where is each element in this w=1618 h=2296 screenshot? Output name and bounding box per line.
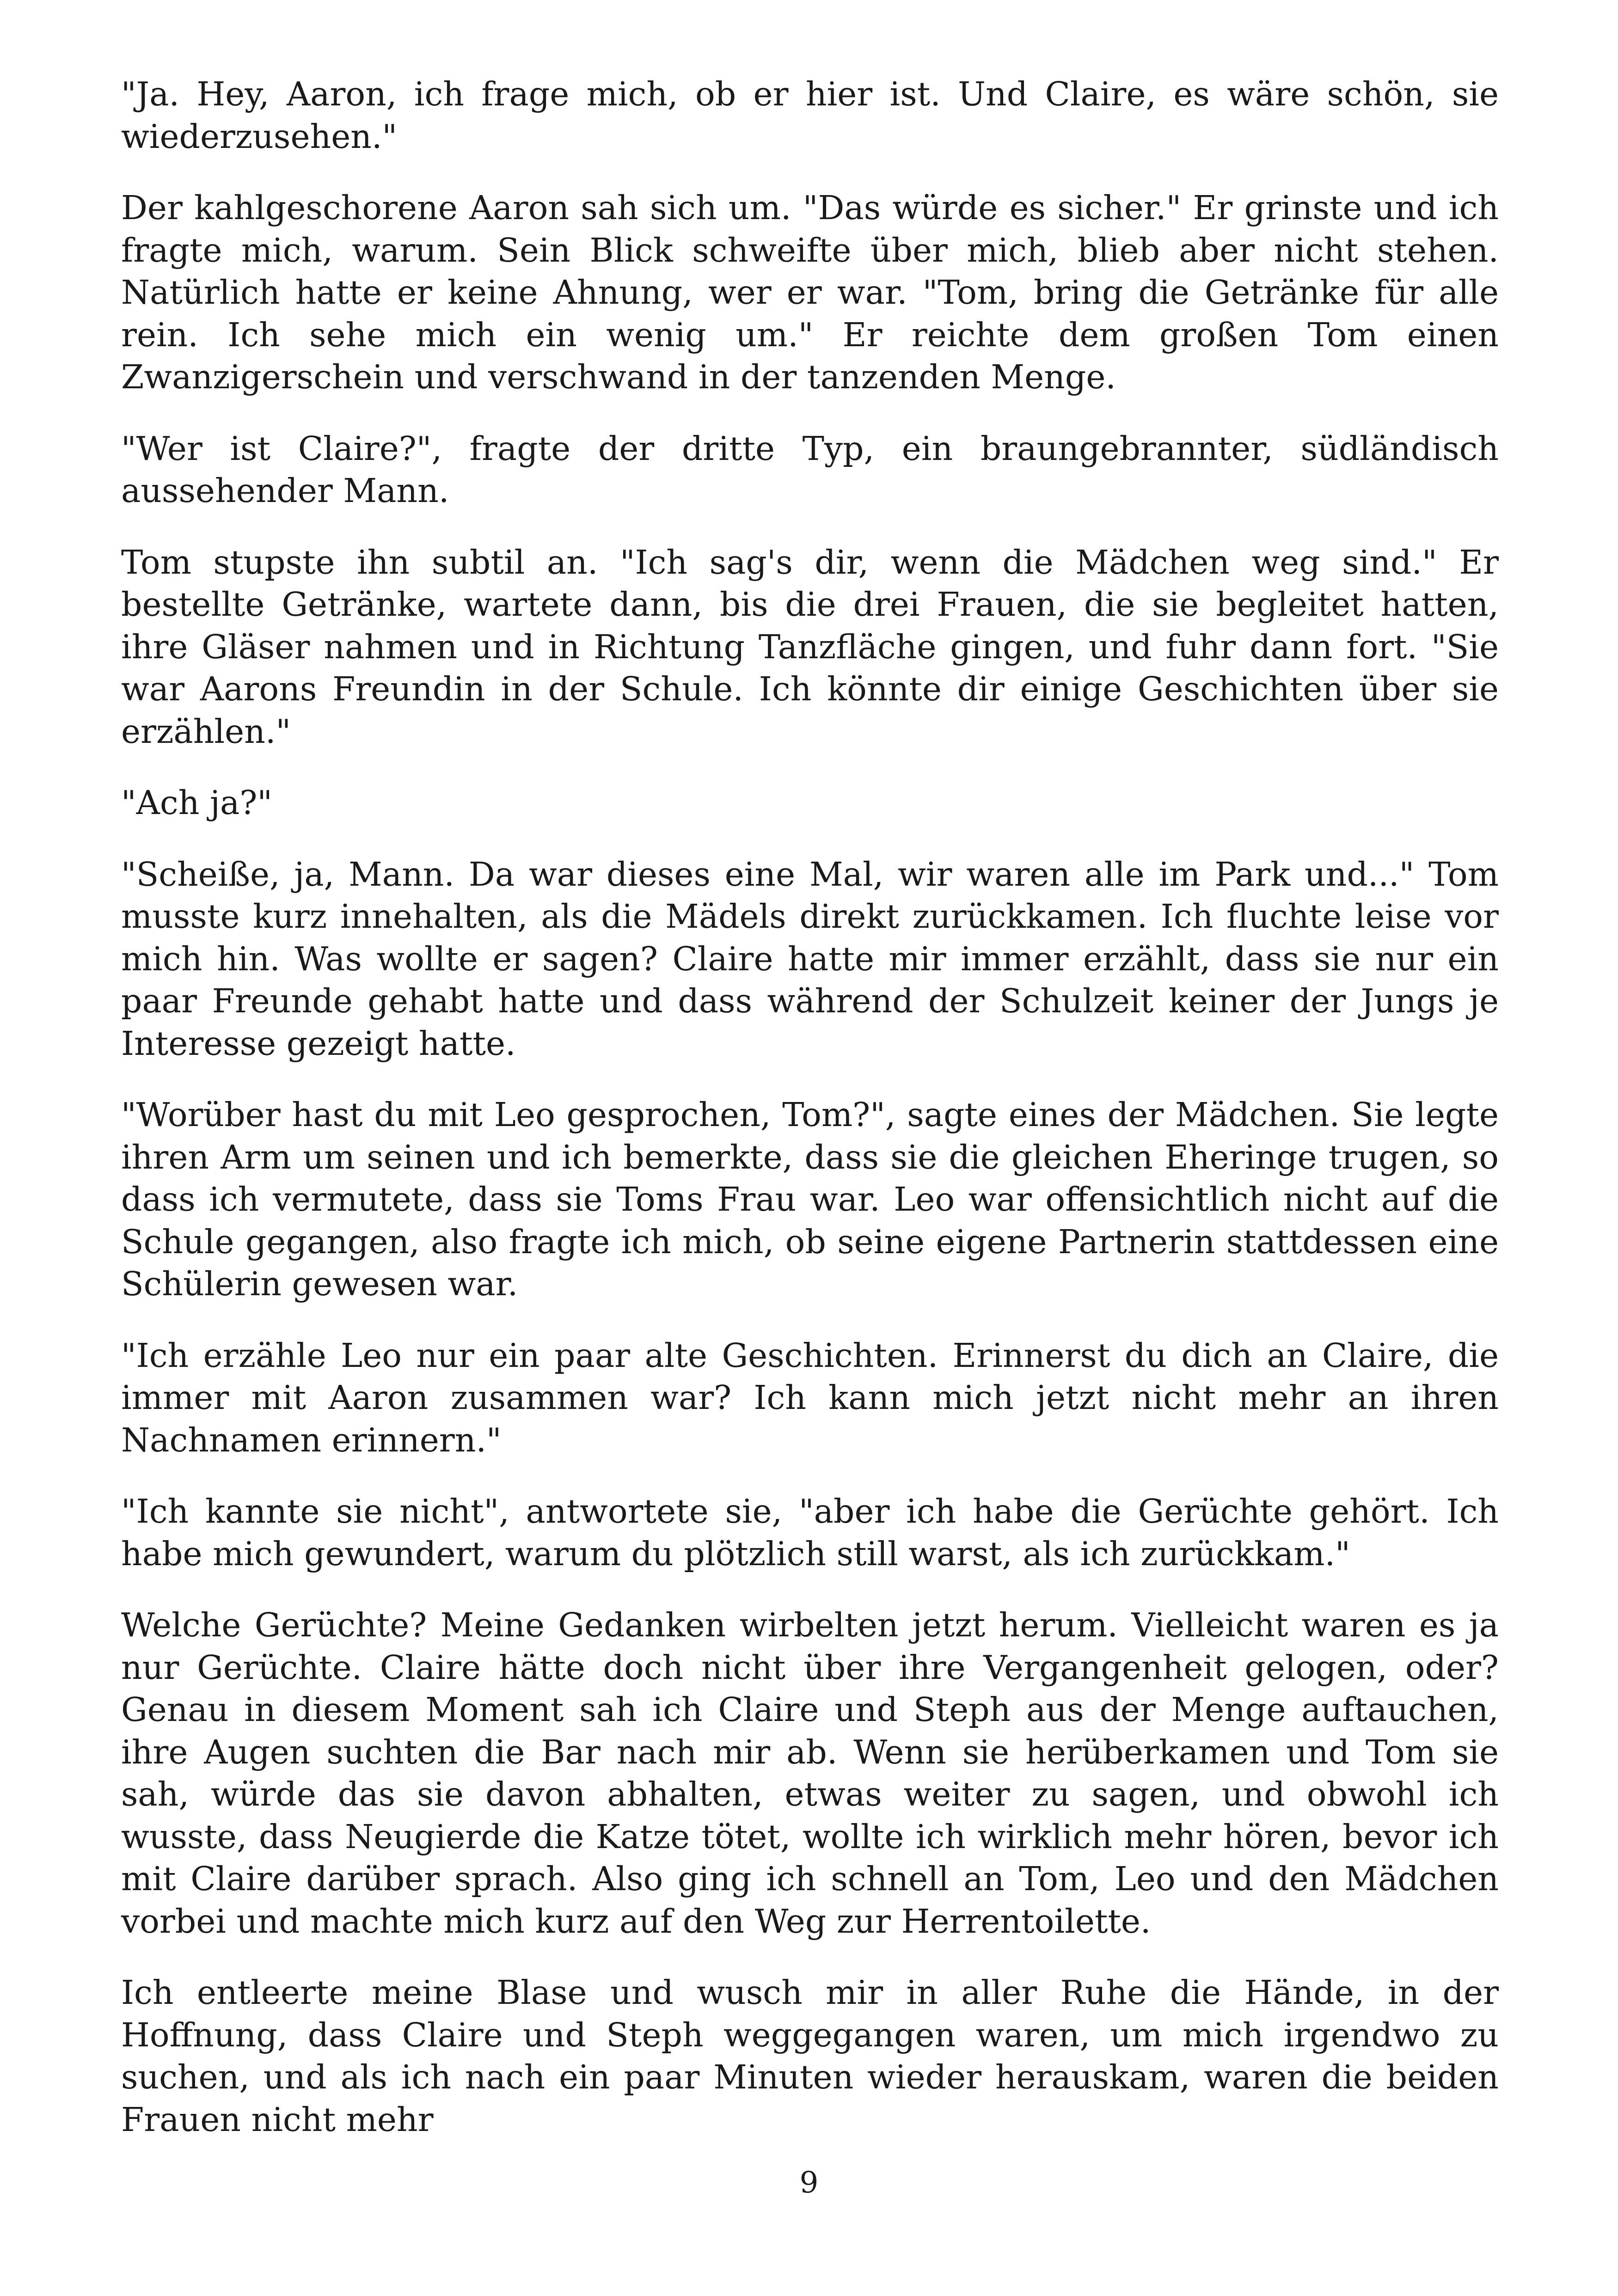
page-number: 9 [799, 2166, 819, 2200]
paragraph-7: "Worüber hast du mit Leo gesprochen, Tom?", sagte eines der Mädchen. Sie legte ihren Arm um seinen und ich bemerkte, dass sie die gleichen Eheringe trugen, so dass ich vermutete, dass sie Toms Frau war. Leo war offensichtlich nicht auf die Schule gegangen, also fragte ich mich, ob seine eigene Partnerin stattdessen eine Schülerin gewesen war. [121, 1096, 1499, 1303]
paragraph-8: "Ich erzähle Leo nur ein paar alte Geschichten. Erinnerst du dich an Claire, die immer mit Aaron zusammen war? Ich kann mich jetzt nicht mehr an ihren Nachnamen erinnern." [121, 1336, 1499, 1459]
paragraph-10: Welche Gerüchte? Meine Gedanken wirbelten jetzt herum. Vielleicht waren es ja nur Gerüchte. Claire hätte doch nicht über ihre Vergangenheit gelogen, oder? Genau in diesem Moment sah ich Claire und Steph aus der Menge auftauchen, ihre Augen suchten die Bar nach mir ab. Wenn sie herüberkamen und Tom sie sah, würde das sie davon abhalten, etwas weiter zu sagen, und obwohl ich wusste, dass Neugierde die Katze tötet, wollte ich wirklich mehr hören, bevor ich mit Claire darüber sprach. Also ging ich schnell an Tom, Leo und den Mädchen vorbei und machte mich kurz auf den Weg zur Herrentoilette. [121, 1606, 1499, 1941]
paragraph-1: "Ja. Hey, Aaron, ich frage mich, ob er hier ist. Und Claire, es wäre schön, sie wiederzusehen." [121, 75, 1499, 156]
paragraph-4: Tom stupste ihn subtil an. "Ich sag's dir, wenn die Mädchen weg sind." Er bestellte Getränke, wartete dann, bis die drei Frauen, die sie begleitet hatten, ihre Gläser nahmen und in Richtung Tanzfläche gingen, und fuhr dann fort. "Sie war Aarons Freundin in der Schule. Ich könnte dir einige Geschichten über sie erzählen." [121, 543, 1499, 751]
body-text [121, 73, 1499, 2141]
paragraph-3: "Wer ist Claire?", fragte der dritte Typ, ein braungebrannter, südländisch aussehender Mann. [121, 429, 1499, 510]
paragraph-9: "Ich kannte sie nicht", antwortete sie, "aber ich habe die Gerüchte gehört. Ich habe mich gewundert, warum du plötzlich still warst, als ich zurückkam." [121, 1492, 1499, 1573]
paragraph-6: "Scheiße, ja, Mann. Da war dieses eine Mal, wir waren alle im Park und..." Tom musste kurz innehalten, als die Mädels direkt zurückkamen. Ich fluchte leise vor mich hin. Was wollte er sagen? Claire hatte mir immer erzählt, dass sie nur ein paar Freunde gehabt hatte und dass während der Schulzeit keiner der Jungs je Interesse gezeigt hatte. [121, 855, 1499, 1063]
paragraph-2: Der kahlgeschorene Aaron sah sich um. "Das würde es sicher." Er grinste und ich fragte mich, warum. Sein Blick schweifte über mich, blieb aber nicht stehen. Natürlich hatte er keine Ahnung, wer er war. "Tom, bring die Getränke für alle rein. Ich sehe mich ein wenig um." Er reichte dem großen Tom einen Zwanzigerschein und verschwand in der tanzenden Menge. [121, 189, 1499, 396]
paragraph-11: Ich entleerte meine Blase und wusch mir in aller Ruhe die Hände, in der Hoffnung, dass Claire und Steph weggegangen waren, um mich irgendwo zu suchen, und als ich nach ein paar Minuten wieder herauskam, waren die beiden Frauen nicht mehr [121, 1973, 1499, 2139]
paragraph-5: "Ach ja?" [121, 784, 273, 822]
